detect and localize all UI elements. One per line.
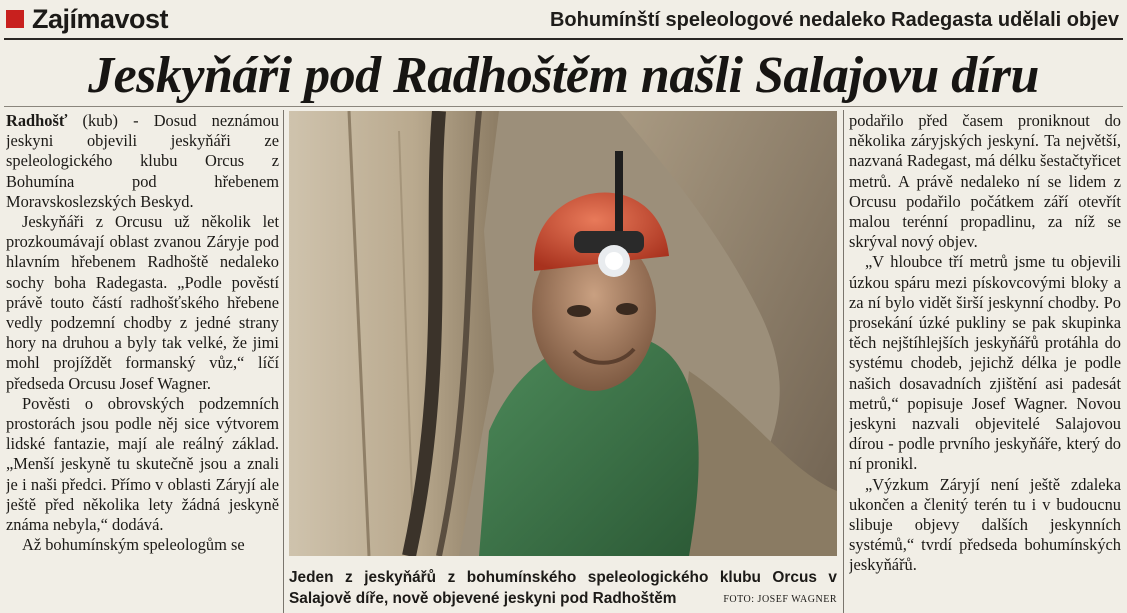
headline: Jeskyňáři pod Radhoštěm našli Salajovu díru <box>88 47 1039 104</box>
rubric-label: Zajímavost <box>32 3 169 34</box>
subheadline: Bohumínští speleologové nedaleko Radegasta udělali objev <box>549 9 1119 31</box>
article-column-3 <box>849 111 1121 613</box>
dateline: Radhošť <box>6 111 68 130</box>
paragraph: Pověsti o obrovských podzemních prostorách jsou podle něj sice výtvorem lidské fantazie, mají ale reálný základ. „Menší jeskyně tu skutečně jsou a znali je i naši předci. Přímo v oblasti Záryjí ale ještě před několika lety žádná jeskyně známa nebyla,“ dodává. <box>6 393 279 535</box>
paragraph: Až bohumínským speleologům se <box>22 535 245 555</box>
caver-photo <box>289 111 837 556</box>
headline-rule <box>4 106 1123 107</box>
photo-credit: FOTO: JOSEF WAGNER <box>723 593 837 605</box>
rubric <box>6 4 168 34</box>
article-photo <box>289 111 837 556</box>
caption-text: Jeden z jeskyňářů z bohumínského speleologického klubu Orcus v Salajově díře, nově objevené jeskyni pod Radhoštěm <box>289 569 837 607</box>
paragraph: podařilo před časem proniknout do několika záryjských jeskyní. Ta největší, nazvaná Radegast, má délku šestačtyřicet metrů. A právě nedaleko ní se lidem z Orcusu podařilo počátkem září otevřít malou terénní propadlinu, za níž se skrýval nový objev. <box>849 111 1121 252</box>
paragraph: Jeskyňáři z Orcusu už několik let prozkoumávají oblast zvanou Záryje pod hlavním hřebenem Radhoště nedaleko sochy boha Radegasta. „Podle pověstí právě touto částí radhošťského hřebene vedly podzemní chodby z jedné strany hory na druhou a byly tak velké, že jimi mohl projíždět formanský vůz,“ líčí předseda Orcusu Josef Wagner. <box>6 212 279 393</box>
paragraph: „Výzkum Záryjí není ještě zdaleka ukončen a členitý terén tu i v budoucnu slibuje objevy dalších jeskynních systémů,“ tvrdí předseda bohumínských jeskyňářů. <box>849 474 1121 575</box>
lead-paragraph <box>6 111 279 212</box>
paragraph: „V hloubce tří metrů jsme tu objevili úzkou spáru mezi pískovcovými bloky a za ní bylo vidět širší jeskynní chodby. Po prosekání úzké pukliny se pak skupinka těch nejštíhlejších jeskyňářů protáhla do systému chodeb, jejichž délka je podle našich dosavadních zjištění asi padesát metrů,“ popisuje Josef Wagner. Novou jeskyni nazvali objevitelé Salajovou dírou - podle prvního jeskyňáře, který do ní pronikl. <box>849 252 1121 474</box>
photo-caption <box>289 568 837 612</box>
top-rule <box>4 38 1123 40</box>
column-divider <box>843 110 844 613</box>
article-column-1 <box>6 111 279 613</box>
lead-text: (kub) - Dosud neznámou jeskyni objevili jeskyňáři ze speleologického klubu Orcus z Bohumína pod hřebenem Moravskoslezských Beskyd. <box>6 111 279 211</box>
column-divider <box>283 110 284 613</box>
rubric-marker <box>6 10 24 28</box>
